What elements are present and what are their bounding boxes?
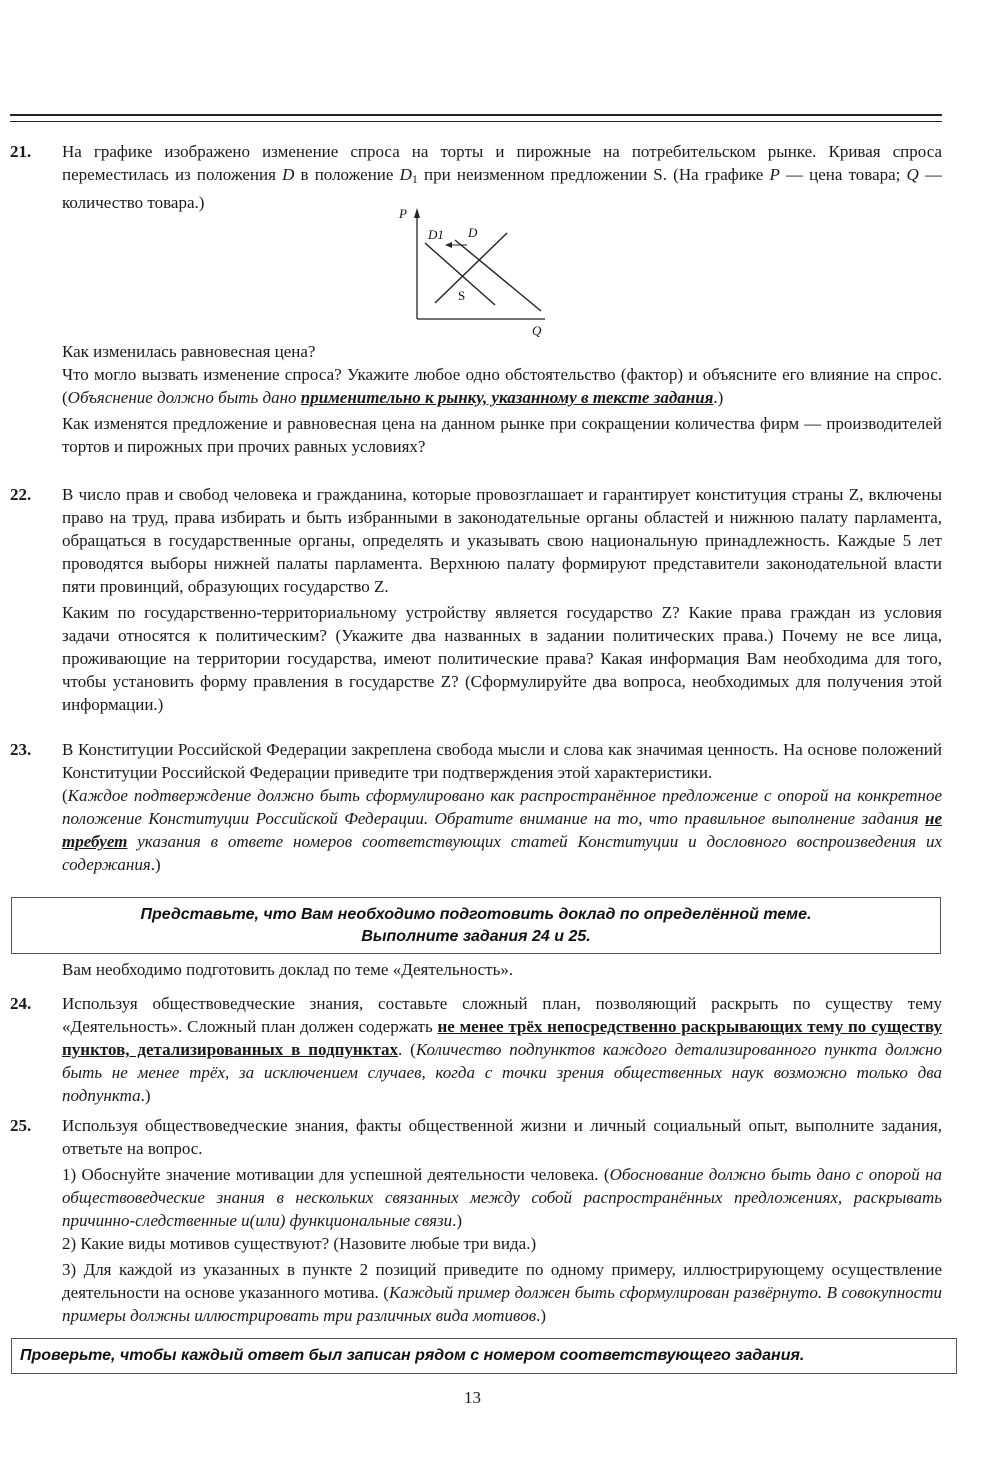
task-number: 24. xyxy=(10,994,32,1013)
task-number: 22. xyxy=(10,485,32,504)
task-24 xyxy=(10,992,942,1107)
final-check-box xyxy=(11,1338,957,1374)
task-21-condition: На графике изображено изменение спроса на торты и пирожные на потребительском рынке. Кривая спроса переместилась из положения D в положение $D_1$ при неизменном предложении S. (На графике P — цена товара; Q — количество товара.) xyxy=(62,142,942,212)
final-check-text: Проверьте, чтобы каждый ответ был записан рядом с номером соответствующего задания. xyxy=(20,1347,805,1364)
task-23-note: (Каждое подтверждение должно быть сформулировано как распространённое предложение с опорой на конкретное положение Конституции Российской Федерации. Обратите внимание на то, что правильное выполнение задания не требует указания в ответе номеров соответствующих статей Конституции и дословного воспроизведения их содержания.) xyxy=(62,786,942,874)
shift-arrow-head-icon xyxy=(445,242,452,248)
task-number: 23. xyxy=(10,740,32,759)
task-22-questions: Каким по государственно-территориальному устройству является государство Z? Какие права граждан из условия задачи относятся к политическим? (Укажите два названных в задании политических права.) Почему не все лица, проживающие на территории государства, имеют политические права? Какая информация Вам необходима для того, чтобы установить форму правления в государстве Z? (Сформулируйте два вопроса, необходимых для получения этой информации.) xyxy=(62,603,942,714)
task-22-condition: В число прав и свобод человека и гражданина, которые провозглашает и гарантирует конституция страны Z, включены право на труд, права избирать и быть избранными в законодательные органы областей и нижнюю палату парламента, обращаться в государственные органы, определять и указывать свою национальную принадлежность. Каждые 5 лет проводятся выборы нижней палаты парламента. Верхнюю палату формируют представители законодательной власти пяти провинций, образующих государство Z. xyxy=(62,485,942,596)
task-number: 21. xyxy=(10,142,32,161)
report-intro: Вам необходимо подготовить доклад по теме «Деятельность». xyxy=(62,960,514,979)
task-25 xyxy=(10,1114,942,1327)
report-box-line-1: Представьте, что Вам необходимо подготовить доклад по определённой теме. xyxy=(140,906,812,923)
y-axis-label: P xyxy=(399,206,407,221)
task-24-text: Используя обществоведческие знания, составьте сложный план, позволяющий раскрыть по существу тему «Деятельность». Сложный план должен содержать не менее трёх непосредственно раскрывающих тему по существу пунктов, детализированных в подпунктах. (Количество подпунктов каждого детализированного пункта должно быть не менее трёх, за исключением случаев, когда с точки зрения общественных наук возможно только два подпункта.) xyxy=(62,994,942,1105)
curve-d-label: D xyxy=(468,225,478,240)
task-21-question-2: Что могло вызвать изменение спроса? Укажите любое одно обстоятельство (фактор) и объясните его влияние на спрос. (Объяснение должно быть дано применительно к рынку, указанному в тексте задания.) xyxy=(62,365,942,407)
page-number: 13 xyxy=(464,1388,481,1407)
task-25-intro: Используя обществоведческие знания, факты общественной жизни и личный социальный опыт, выполните задания, ответьте на вопрос. xyxy=(62,1116,942,1158)
task-22 xyxy=(10,483,942,716)
report-instruction-box xyxy=(11,897,941,954)
curve-d xyxy=(455,240,541,311)
task-25-item-3: 3) Для каждой из указанных в пункте 2 позиций приведите по одному примеру, иллюстрирующему осуществление деятельности на основе указанного мотива. (Каждый пример должен быть сформулирован развёрнуто. В совокупности примеры должны иллюстрировать три различных вида мотивов.) xyxy=(62,1260,942,1325)
task-21-questions xyxy=(10,340,942,458)
task-25-item-2: 2) Какие виды мотивов существуют? (Назовите любые три вида.) xyxy=(62,1234,537,1253)
y-axis-arrow-icon xyxy=(414,208,420,218)
curve-s xyxy=(435,233,507,303)
task-23 xyxy=(10,738,942,876)
curve-s-label: S xyxy=(458,288,466,303)
task-25-item-1: 1) Обоснуйте значение мотивации для успешной деятельности человека. (Обоснование должно быть дано с опорой на обществоведческие знания в нескольких связанных между собой распространённых предложениях, раскрывать причинно-следственные и(или) функциональные связи.) xyxy=(62,1165,943,1230)
task-21-question-3: Как изменятся предложение и равновесная цена на данном рынке при сокращении количества фирм — производителей тортов и пирожных при прочих равных условиях? xyxy=(62,414,942,456)
task-21 xyxy=(10,140,942,214)
report-box-line-2: Выполните задания 24 и 25. xyxy=(361,928,591,945)
top-double-rule xyxy=(10,114,942,122)
task-21-question-1: Как изменилась равновесная цена? xyxy=(62,342,316,361)
curve-d1-label: D1 xyxy=(428,227,444,242)
task-number: 25. xyxy=(10,1116,32,1135)
task-23-condition: В Конституции Российской Федерации закреплена свобода мысли и слова как значимая ценность. На основе положений Конституции Российской Федерации приведите три подтверждения этой характеристики. xyxy=(62,740,942,782)
demand-supply-graph xyxy=(395,205,555,340)
x-axis-label: Q xyxy=(532,323,542,338)
